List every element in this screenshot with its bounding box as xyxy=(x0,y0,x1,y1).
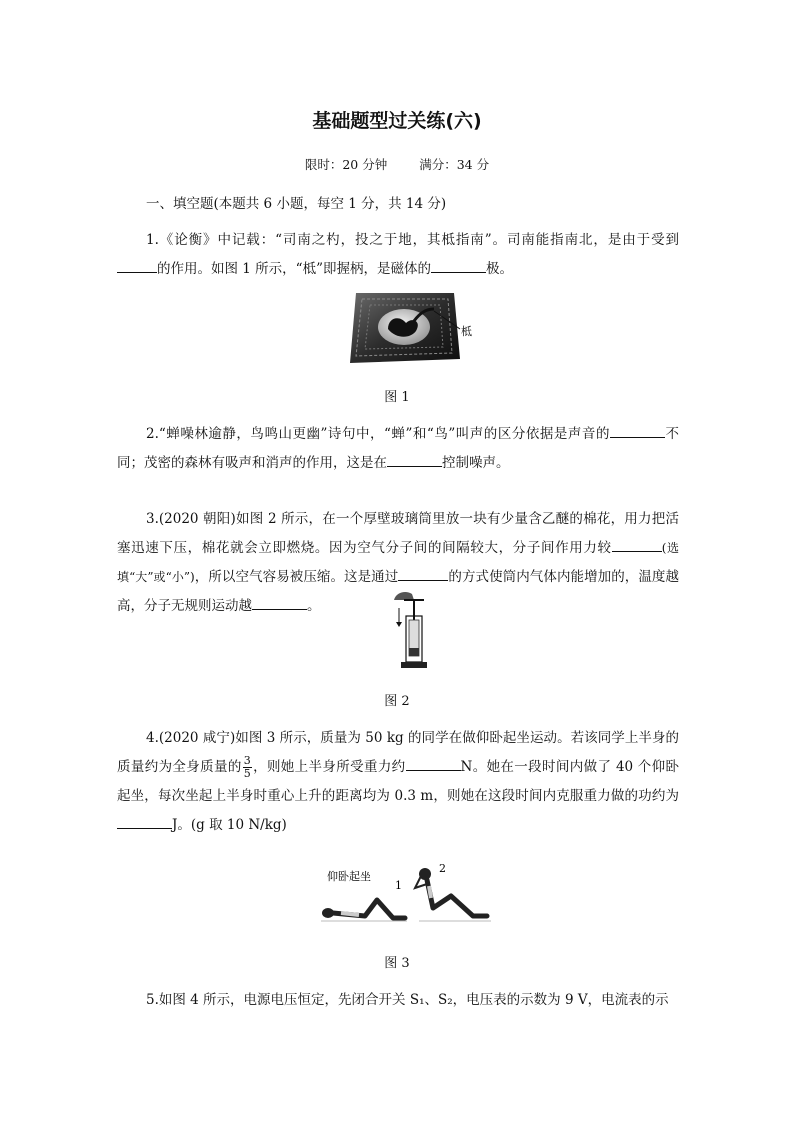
q4-text-2: ，则她上半身所受重力约 xyxy=(252,759,406,775)
situp-poses-image xyxy=(315,858,505,930)
fraction-denominator: 5 xyxy=(243,767,251,780)
q3-hint: (选填“大”或“小”) xyxy=(117,541,680,584)
full-score: 满分：34 分 xyxy=(419,157,490,172)
q1-text-1: 1.《论衡》中记载：“司南之杓，投之于地，其柢指南”。司南能指南北，是由于受到 xyxy=(146,232,679,248)
figure-1-label: 柢 xyxy=(461,325,472,338)
q3-text-4: 。 xyxy=(307,598,321,614)
answer-blank[interactable] xyxy=(431,257,486,273)
answer-blank[interactable] xyxy=(612,536,662,552)
sinan-compass-image xyxy=(348,289,478,367)
q3-text-1: 3.(2020 朝阳)如图 2 所示，在一个厚壁玻璃筒里放一块有少量含乙醚的棉花，用力把活塞迅速下压，棉花就会立即燃烧。因为空气分子间的间隔较大，分子间作用力较 xyxy=(117,511,679,556)
question-1 xyxy=(117,226,679,284)
q3-text-2: ，所以空气容易被压缩。这是通过 xyxy=(194,569,399,585)
piston-tube-image xyxy=(390,590,430,672)
answer-blank[interactable] xyxy=(117,257,157,273)
q4-text-3: N。她在一段时间内做了 40 个仰卧起坐，每次坐起上半身时重心上升的距离均为 0.3 m，则她在这段时间内克服重力做的功约为 xyxy=(117,759,680,804)
figure-3-situps xyxy=(315,858,505,934)
figure-3-label: 仰卧起坐 xyxy=(327,870,371,883)
pose-1-figure xyxy=(321,900,407,921)
answer-blank[interactable] xyxy=(610,422,665,438)
answer-blank[interactable] xyxy=(387,451,442,467)
q2-text-3: 控制噪声。 xyxy=(442,455,510,471)
pose-2-figure xyxy=(415,868,491,921)
q1-text-2: 的作用。如图 1 所示，“柢”即握柄，是磁体的 xyxy=(157,261,431,277)
exam-meta xyxy=(0,155,794,173)
q2-text-1: 2.“蝉噪林逾静，鸟鸣山更幽”诗句中，“蝉”和“鸟”叫声的区分依据是声音的 xyxy=(146,426,610,442)
q3-text-3: 的方式使筒内气体内能增加的，温度越高，分子无规则运动越 xyxy=(117,569,680,614)
q4-text-1: 4.(2020 咸宁)如图 3 所示，质量为 50 kg 的同学在做仰卧起坐运动。若该同学上半身的质量约为全身质量的 xyxy=(117,730,679,775)
figure-2-caption: 图 2 xyxy=(384,694,410,709)
question-5 xyxy=(117,986,679,1015)
q5-text: 5.如图 4 所示，电源电压恒定，先闭合开关 S₁、S₂，电压表的示数为 9 V，电流表的示 xyxy=(146,992,669,1008)
answer-blank[interactable] xyxy=(117,813,172,829)
pose-2-number: 2 xyxy=(439,862,446,875)
time-limit: 限时：20 分钟 xyxy=(304,157,388,172)
question-4 xyxy=(117,724,679,840)
fraction-numerator: 3 xyxy=(243,754,251,767)
q2-text-2: 不同；茂密的森林有吸声和消声的作用，这是在 xyxy=(117,426,680,471)
figure-1-caption: 图 1 xyxy=(384,390,410,405)
answer-blank[interactable] xyxy=(398,565,448,581)
figure-1-compass xyxy=(348,289,478,371)
question-2 xyxy=(117,420,679,478)
q1-text-3: 极。 xyxy=(485,261,513,277)
pose-1-number: 1 xyxy=(395,879,402,892)
answer-blank[interactable] xyxy=(406,755,461,771)
figure-2-glass-tube xyxy=(390,590,430,676)
section-heading: 一、填空题(本题共 6 小题，每空 1 分，共 14 分) xyxy=(146,196,447,212)
q4-text-4: J。(g 取 10 N/kg) xyxy=(172,817,287,833)
page-title: 基础题型过关练(六) xyxy=(312,110,482,132)
figure-3-caption: 图 3 xyxy=(384,956,410,971)
answer-blank[interactable] xyxy=(252,594,307,610)
fraction-three-fifths xyxy=(243,755,252,780)
